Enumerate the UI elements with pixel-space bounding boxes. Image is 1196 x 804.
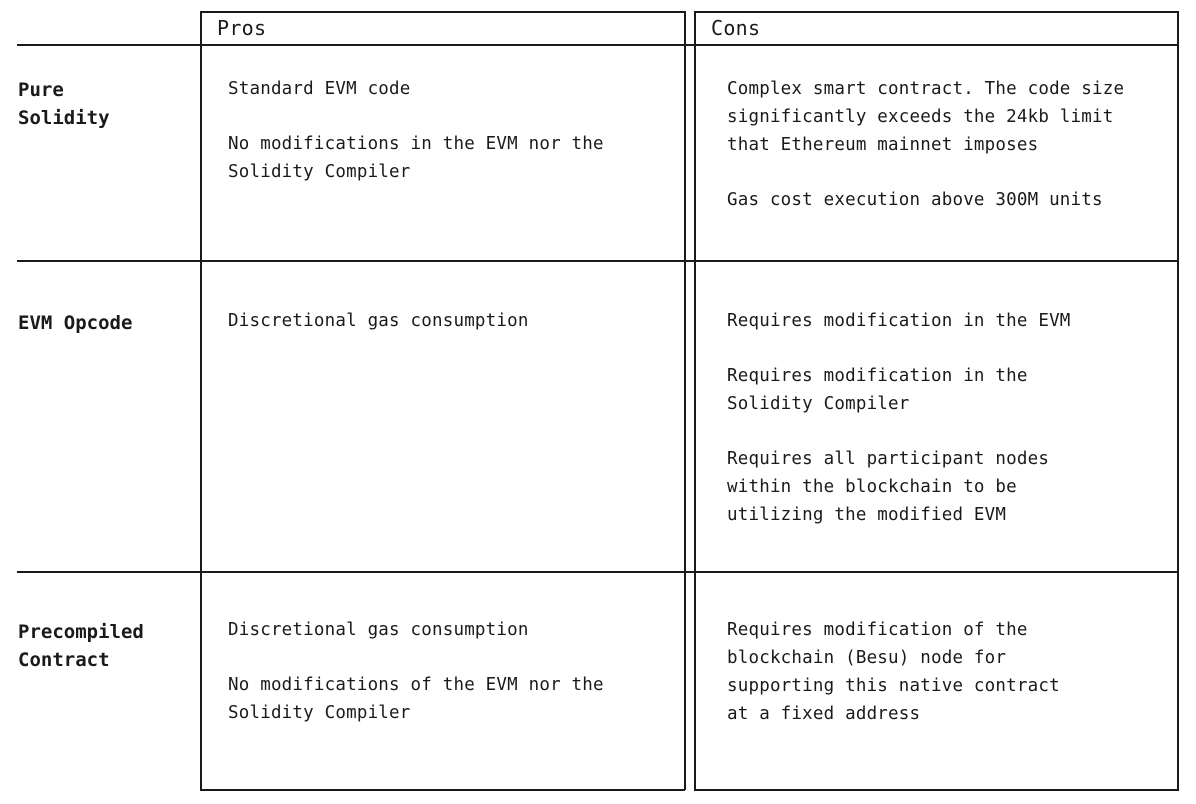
- cons-item: Requires modification in the Solidity Compiler: [727, 366, 1028, 414]
- pros-column-left-border: [200, 11, 202, 790]
- cons-column-left-border: [694, 11, 696, 790]
- cons-item: Requires modification of the blockchain (Besu) node for supporting this native contract at a fixed address: [727, 620, 1060, 724]
- row-divider: [17, 571, 1179, 573]
- header-divider: [17, 44, 1179, 46]
- row-divider: [17, 260, 1179, 262]
- cons-item: Requires all participant nodes within the blockchain to be utilizing the modified EVM: [727, 449, 1050, 525]
- pros-item: Discretional gas consumption: [228, 311, 529, 331]
- pros-cell-precompiled-contract: [228, 616, 604, 727]
- table-border-bottom: [200, 789, 685, 791]
- pros-item: No modifications of the EVM nor the Solidity Compiler: [228, 675, 604, 723]
- row-label-evm-opcode: EVM Opcode: [18, 312, 133, 334]
- pros-header: Pros: [217, 16, 267, 40]
- pros-cell-evm-opcode: [228, 307, 529, 335]
- table-border-bottom: [694, 789, 1179, 791]
- cons-cell-evm-opcode: [727, 307, 1071, 529]
- pros-item: Discretional gas consumption: [228, 620, 529, 640]
- pros-item: No modifications in the EVM nor the Solidity Compiler: [228, 134, 604, 182]
- row-label-pure-solidity: Pure Solidity: [18, 79, 110, 129]
- cons-item: Requires modification in the EVM: [727, 311, 1071, 331]
- table-border-top: [200, 11, 685, 13]
- pros-item: Standard EVM code: [228, 79, 411, 99]
- cons-cell-precompiled-contract: [727, 616, 1060, 728]
- table-border-top: [694, 11, 1179, 13]
- pros-column-right-border: [684, 11, 686, 790]
- cons-item: Complex smart contract. The code size significantly exceeds the 24kb limit that Ethereum mainnet imposes: [727, 79, 1125, 155]
- cons-cell-pure-solidity: [727, 75, 1124, 214]
- pros-cell-pure-solidity: [228, 75, 604, 186]
- cons-item: Gas cost execution above 300M units: [727, 190, 1103, 210]
- cons-column-right-border: [1177, 11, 1179, 790]
- row-label-precompiled-contract: Precompiled Contract: [18, 621, 144, 671]
- cons-header: Cons: [711, 16, 761, 40]
